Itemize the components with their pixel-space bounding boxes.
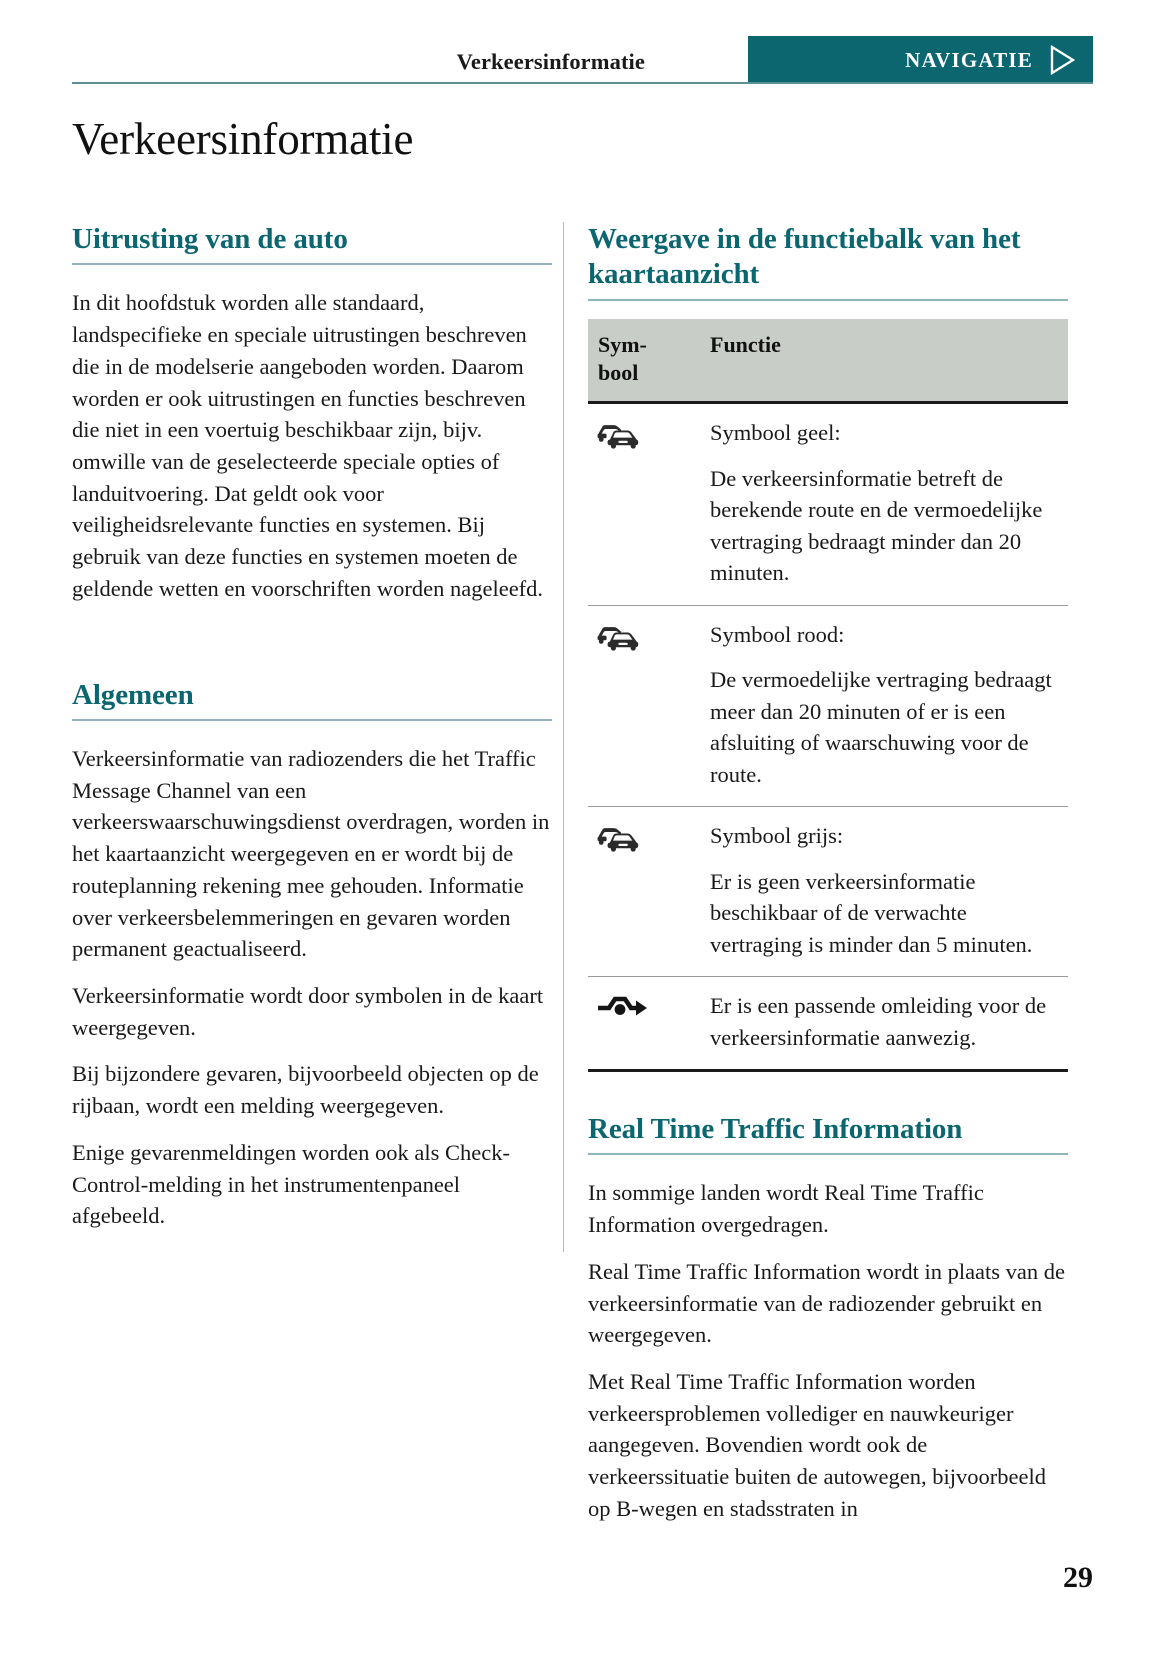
- section-spacer: [72, 620, 552, 678]
- section-heading-weergave: Weergave in de functiebalk van het kaartaanzicht: [588, 222, 1068, 301]
- table-cell-symbol: [588, 605, 700, 807]
- paragraph: Enige gevarenmeldingen worden ook als Check-Control-melding in het instrumentenpaneel afgebeeld.: [72, 1139, 510, 1229]
- header-rule: [72, 82, 1093, 84]
- table-cell-function: [700, 605, 1068, 807]
- column-header-function: Functie: [700, 319, 1068, 403]
- table-cell-function: [700, 403, 1068, 606]
- function-description: Er is een passende omleiding voor de verkeersinformatie aanwezig.: [710, 993, 1047, 1050]
- traffic-congestion-icon: [596, 823, 640, 853]
- table-header: [588, 319, 1068, 403]
- table-cell-symbol: [588, 403, 700, 606]
- function-description: De vermoedelijke vertraging bedraagt meer dan 20 minuten of er is een afsluiting of waarschuwing voor de route.: [710, 667, 1052, 787]
- paragraph: Verkeersinformatie wordt door symbolen in de kaart weergegeven.: [72, 982, 544, 1040]
- table-row: [588, 605, 1068, 807]
- navigation-section-tab-label: NAVIGATIE: [905, 47, 1033, 72]
- paragraph: Verkeersinformatie van radiozenders die het Traffic Message Channel van een verkeerswaarschuwingsdienst overdragen, worden in het kaartaanzicht weergegeven en er wordt bij de routeplanning rekening mee gehouden. Informatie over verkeersbelemmeringen en gevaren worden permanent geactualiseerd.: [72, 745, 550, 962]
- paragraph: In sommige landen wordt Real Time Traffic Information overgedragen.: [588, 1180, 984, 1238]
- section-heading-uitrusting: Uitrusting van de auto: [72, 222, 552, 265]
- paragraph: Met Real Time Traffic Information worden verkeersproblemen vollediger en nauwkeuriger aangegeven. Bovendien wordt ook de verkeerssituatie buiten de autowegen, bijvoorbeeld op B-wegen en stadsstraten in: [588, 1369, 1046, 1521]
- running-header-title: Verkeersinformatie: [456, 49, 645, 74]
- column-header-symbol: Sym- bool: [588, 319, 700, 403]
- function-title: Symbool grijs:: [710, 823, 844, 849]
- detour-arrow-icon: [596, 993, 648, 1019]
- chapter-title: Verkeersinformatie: [72, 114, 414, 164]
- function-title: Symbool geel:: [710, 420, 841, 446]
- navigation-section-tab: [748, 36, 1093, 84]
- paragraph: Real Time Traffic Information wordt in plaats van de verkeersinformatie van de radiozender gebruikt en weergegeven.: [588, 1258, 1066, 1348]
- table-cell-symbol: [588, 807, 700, 977]
- page-number: 29: [1063, 1561, 1093, 1594]
- paragraph: In dit hoofdstuk worden alle standaard, landspecifieke en speciale uitrustingen beschreven die in de modelserie aangeboden worden. Daarom worden er ook uitrustingen en functies beschreven die niet in een voertuig beschikbaar zijn, bijv. omwille van de geselecteerde speciale opties of landuitvoering. Dat geldt ook voor veiligheidsrelevante functies en systemen. Bij gebruik van deze functies en systemen moeten de geldende wetten en voorschriften worden nageleefd.: [72, 290, 544, 601]
- left-column: [72, 222, 552, 1232]
- section-heading-rtti: Real Time Traffic Information: [588, 1112, 1068, 1155]
- section-spacer: [588, 1072, 1068, 1112]
- traffic-congestion-icon: [596, 622, 640, 652]
- section-heading-algemeen: Algemeen: [72, 678, 552, 721]
- table-cell-function: [700, 977, 1068, 1071]
- table-cell-symbol: [588, 977, 700, 1071]
- right-column: [588, 222, 1068, 1525]
- table-cell-function: [700, 807, 1068, 977]
- function-title: Symbool rood:: [710, 621, 845, 647]
- paragraph: Bij bijzondere gevaren, bijvoorbeeld objecten op de rijbaan, wordt een melding weergegeven.: [72, 1061, 539, 1119]
- function-description: De verkeersinformatie betreft de berekende route en de vermoedelijke vertraging bedraagt minder dan 20 minuten.: [710, 465, 1043, 586]
- table-row: [588, 977, 1068, 1071]
- running-header: [72, 36, 1093, 84]
- table-body: [588, 403, 1068, 1071]
- column-divider: [563, 222, 564, 1252]
- traffic-congestion-icon: [596, 420, 640, 450]
- table-header-row: [588, 319, 1068, 403]
- table-row: [588, 403, 1068, 606]
- function-description: Er is geen verkeersinformatie beschikbaar of de verwachte vertraging is minder dan 5 minuten.: [710, 868, 1033, 957]
- symbol-function-table: [588, 319, 1068, 1072]
- table-row: [588, 807, 1068, 977]
- navigation-arrow-icon: [1049, 45, 1075, 75]
